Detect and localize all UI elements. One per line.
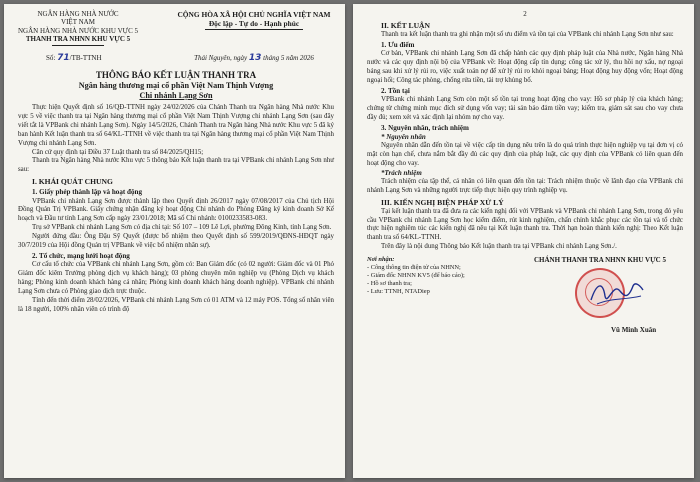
recipient-item: - Giám đốc NHNN KV5 (để báo cáo); (367, 272, 465, 280)
document-page-1 (4, 4, 345, 478)
subsection-heading: 2. Tồn tại (381, 86, 410, 95)
signature-icon (587, 276, 647, 310)
document-header (18, 10, 334, 68)
body-paragraph: Cơ cấu tổ chức của VPBank chi nhánh Lạng Sơn, gồm có: Ban Giám đốc (có 02 người: Giám đốc và 01 Phó Giám đốc kiêm Trưởng phòng dịch vụ khách hàng); 03 phòng chuyên môn nghiệp vụ (Phòng Dịch vụ khách hàng; Phòng kinh doanh khách hàng cá nhân; Phòng kinh doanh khách hàng doanh nghiệp). VPBank chi nhánh Lạng Sơn chưa có Phòng giao dịch trực thuộc. (18, 261, 334, 295)
org-line: NGÂN HÀNG NHÀ NƯỚC (37, 10, 119, 18)
page-number: 2 (523, 10, 527, 18)
recipient-item: - Công thông tin điện tử của NHNN; (367, 264, 461, 272)
responsibility-label: *Trách nhiệm (381, 168, 422, 177)
signer-title: CHÁNH THANH TRA NHNN KHU VỰC 5 (534, 256, 666, 265)
date-place: Thái Nguyên, ngày (194, 54, 248, 62)
body-paragraph: VPBank chi nhánh Lạng Sơn còn một số tồn tại trong hoạt động cho vay: Hồ sơ pháp lý của khách hàng; chứng từ chứng minh mục đích sử dụng vốn vay; tài sản bảo đảm tiền vay; kiểm tra, giám sát sau cho vay chưa đầy đủ; xem xét và xác định lại nhóm nợ cho vay. (367, 96, 683, 121)
section-heading: III. KIẾN NGHỊ BIỆN PHÁP XỬ LÝ (381, 197, 504, 207)
country-name: CỘNG HÒA XÃ HỘI CHỦ NGHĨA VIỆT NAM (177, 10, 331, 19)
recipients-block (367, 256, 507, 296)
body-paragraph: Trên đây là nội dung Thông báo Kết luận thanh tra tại VPBank chi nhánh Lạng Sơn./. (381, 243, 617, 251)
subsection-heading: 1. Ưu điểm (381, 40, 415, 49)
document-footer (367, 256, 683, 344)
body-paragraph: Người đứng đầu: Ông Đậu Sỹ Quyết (được bổ nhiệm theo Quyết định số 599/2019/QĐNS-HĐQT ngày 30/7/2019 của Hội đồng Quản trị VPBank về việc bổ nhiệm nhân sự). (18, 233, 334, 250)
subsection-heading: 1. Giấy phép thành lập và hoạt động (32, 188, 142, 197)
body-paragraph: Tính đến thời điểm 28/02/2026, VPBank chi nhánh Lạng Sơn có 01 ATM và 12 máy POS. Tổng số nhân viên là 18 người, 100% nhân viên có trình độ (18, 296, 334, 313)
org-underline (52, 45, 104, 46)
motto: Độc lập - Tự do - Hạnh phúc (208, 19, 300, 28)
section-heading: II. KẾT LUẬN (381, 21, 431, 30)
document-page-2 (353, 4, 694, 478)
org-line: VIỆT NAM (61, 18, 95, 27)
signature-block (517, 256, 683, 335)
recipients-label: Nơi nhận: (367, 256, 395, 264)
cause-label: * Nguyên nhân (381, 133, 426, 142)
doc-number-prefix: Số: (46, 54, 56, 62)
body-paragraph: VPBank chi nhánh Lạng Sơn được thành lập theo Quyết định 26/2017 ngày 07/08/2017 của Chủ tịch Hội Đồng Quản Trị VPBank. Giấy chứng nhận đăng ký hoạt động Chi nhánh do Phòng Đăng ký kinh doanh Sở Kế hoạch và Đầu tư tỉnh Lạng Sơn cấp ngày 23/01/2018; Mã số Chi nhánh: 0100233583-083. (18, 197, 334, 223)
body-paragraph: Trụ sở VPBank chi nhánh Lạng Sơn có địa chỉ tại: Số 107 – 109 Lê Lợi, phường Đông Kinh, tỉnh Lạng Sơn. (32, 224, 332, 232)
recipient-item: - Lưu: TTNH, NTADiep (367, 288, 430, 296)
section-heading: I. KHÁI QUÁT CHUNG (32, 177, 113, 187)
subsection-heading: 3. Nguyên nhân, trách nhiệm (381, 123, 469, 132)
recipient-item: - Hồ sơ thanh tra; (367, 280, 412, 288)
document-subtitle-branch: Chi nhánh Lạng Sơn (139, 91, 213, 100)
subsection-heading: 2. Tổ chức, mạng lưới hoạt động (32, 251, 130, 260)
issuing-organization (18, 10, 138, 46)
national-motto (168, 10, 340, 30)
body-paragraph: Trách nhiệm của tập thể, cá nhân có liên quan đến tồn tại: Trách nhiệm thuộc về lãnh đạo của VPBank chi nhánh Lạng Sơn và những người trực tiếp thực hiện quy trình nghiệp vụ. (367, 177, 683, 194)
intro-paragraph: Thanh tra Ngân hàng Nhà nước Khu vực 5 thông báo Kết luận thanh tra tại VPBank chi nhánh Lạng Sơn như sau: (18, 157, 334, 174)
document-subtitle: Ngân hàng thương mại cổ phần Việt Nam Thịnh Vượng (78, 81, 274, 90)
handwritten-day: 13 (248, 53, 262, 63)
org-line: NGÂN HÀNG NHÀ NƯỚC KHU VỰC 5 (18, 26, 139, 35)
signer-name: Vũ Minh Xuân (611, 326, 657, 335)
date-month-year: tháng 5 năm 2026 (263, 54, 314, 62)
document-number (46, 53, 102, 63)
document-title: THÔNG BÁO KẾT LUẬN THANH TRA (95, 70, 257, 80)
date-line (168, 53, 340, 63)
org-unit: THANH TRA NHNN KHU VỰC 5 (25, 35, 131, 44)
intro-paragraph: Căn cứ quy định tại Điều 37 Luật thanh tra số 84/2025/QH15; (32, 148, 204, 156)
intro-paragraph: Thực hiện Quyết định số 16/QĐ-TTNH ngày 24/02/2026 của Chánh Thanh tra Ngân hàng Nhà nước Khu vực 5 về việc thanh tra tại Ngân hàng thương mại cổ phần Việt Nam Thịnh Vượng chi nhánh Lạng Sơn (sau đây viết tắt là VPBank chi nhánh Lạng Sơn). Ngày 14/5/2026, Chánh Thanh tra Ngân hàng Nhà nước Khu vực 5 đã ký ban hành Kết luận thanh tra số 64/KL-TTNH về việc thanh tra tại Ngân hàng thương mại cổ phần Việt Nam Thịnh Vượng chi nhánh Lạng Sơn. (18, 104, 334, 147)
body-paragraph: Thanh tra kết luận thanh tra ghi nhận một số ưu điểm và tồn tại của VPBank chi nhánh Lạng Sơn như sau: (381, 31, 674, 38)
motto-underline (205, 29, 303, 30)
body-paragraph: Tại kết luận thanh tra đã đưa ra các kiến nghị đối với VPBank và VPBank chi nhánh Lạng Sơn, trong đó yêu cầu VPBank chi nhánh Lạng Sơn học kiểm điểm, rút kinh nghiệm, chấn chỉnh khắc phục các tồn tại và tổ chức thực hiện nghiêm túc các kiến nghị đã nêu tại Kết luận thanh tra. Thời hạn hoàn thành kiến nghị: Theo Kết luận thanh tra số 64/KL-TTNH. (367, 207, 683, 242)
body-paragraph: Nguyên nhân dẫn đến tồn tại về việc cấp tín dụng nêu trên là do quá trình thực hiện nghiệp vụ tại đơn vị có mặt còn hạn chế, chưa nắm bắt đầy đủ các quy định của pháp luật, các quy định của VPBank có liên quan đến hoạt động cho vay. (367, 142, 683, 167)
body-paragraph: Cơ bản, VPBank chi nhánh Lạng Sơn đã chấp hành các quy định pháp luật của Nhà nước, Ngân hàng Nhà nước và các quy định nội bộ của VPBank về: Hoạt động cấp tín dụng; công tác xử lý, thu hồi nợ xấu, nợ ngoại bảng sau khi xử lý rủi ro, việc xuất toán nợ để xử lý rủi ro khỏi ngoại bảng; Hoạt động huy động vốn; Hoạt động ngoại hối; Công tác phòng, chống rửa tiền, tài trợ khủng bố. (367, 50, 683, 84)
doc-number-suffix: /TB-TTNH (69, 54, 102, 62)
handwritten-doc-number: 71 (57, 53, 70, 63)
